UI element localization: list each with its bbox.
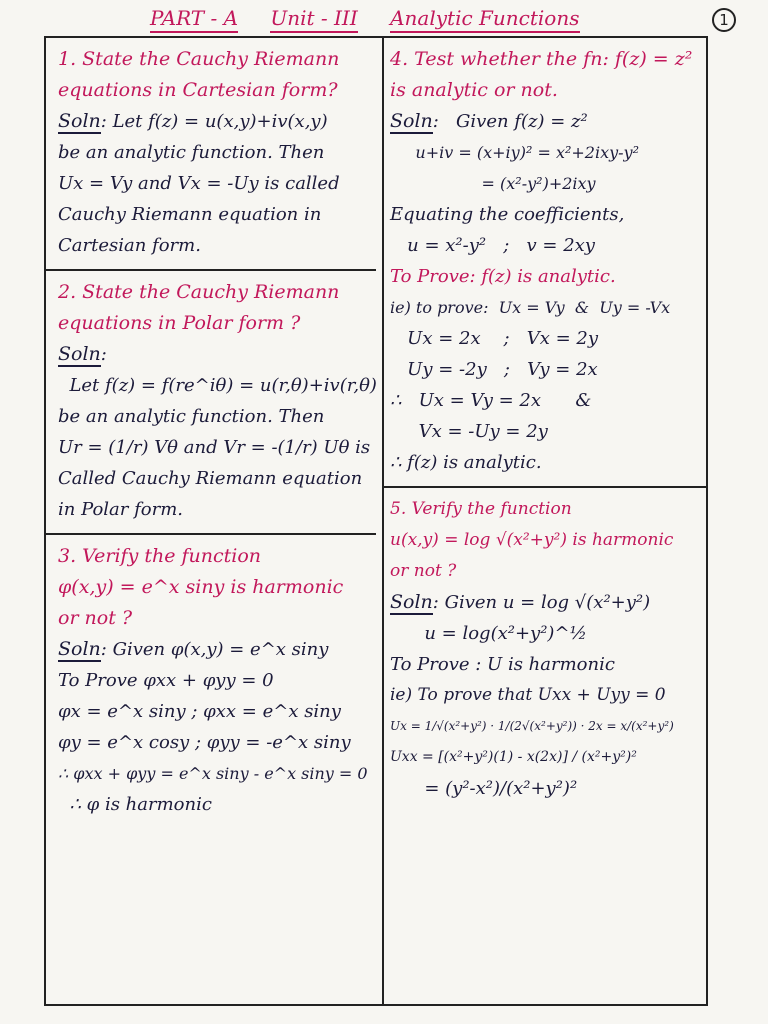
unit-label: Unit - III — [270, 6, 357, 33]
answer-4-line-8: Uy = -2y ; Vy = 2x — [390, 359, 598, 380]
to-prove-heading: To Prove: f(z) is analytic. — [390, 266, 616, 287]
unit-title: Analytic Functions — [390, 6, 579, 33]
answer-4-line-11: ∴ f(z) is analytic. — [390, 452, 542, 473]
answer-4-line-1: Soln: Given f(z) = z² — [390, 110, 588, 132]
answer-3-line-6: ∴ φ is harmonic — [58, 794, 212, 815]
answer-1-line-5: Cartesian form. — [58, 235, 201, 256]
question-2: 2. State the Cauchy Riemann equations in Polar form ? — [58, 281, 340, 334]
soln-label: Soln — [58, 343, 101, 365]
answer-1-line-3: Ux = Vy and Vx = -Uy is called — [58, 173, 340, 194]
answer-3-line-3: φx = e^x siny ; φxx = e^x siny — [58, 701, 341, 722]
answer-2-line-6: in Polar form. — [58, 499, 183, 520]
answer-2-line-4: Ur = (1/r) Vθ and Vr = -(1/r) Uθ is — [58, 437, 371, 458]
page-header — [150, 6, 610, 36]
answer-5-line-1: Soln: Given u = log √(x²+y²) — [390, 591, 651, 613]
answer-3-line-2: To Prove φxx + φyy = 0 — [58, 670, 274, 691]
answer-4-line-10: Vx = -Uy = 2y — [390, 421, 548, 442]
answer-5-line-3: To Prove : U is harmonic — [390, 654, 615, 675]
question-5: 5. Verify the function u(x,y) = log √(x²+y²) is harmonic or not ? — [390, 499, 674, 581]
right-column — [390, 44, 700, 804]
question-3: 3. Verify the function φ(x,y) = e^x siny is harmonic or not ? — [58, 545, 344, 629]
answer-3-line-1: Soln: Given φ(x,y) = e^x siny — [58, 638, 329, 660]
answer-4-line-4: Equating the coefficients, — [390, 204, 625, 225]
answer-5-line-2: u = log(x²+y²)^½ — [390, 623, 587, 644]
left-column — [58, 44, 376, 820]
answer-4-line-9: ∴ Ux = Vy = 2x & — [390, 390, 592, 411]
answer-5-line-6: Uxx = [(x²+y²)(1) - x(2x)] / (x²+y²)² — [390, 749, 637, 765]
soln-label: Soln — [58, 110, 101, 132]
answer-4-line-2: u+iv = (x+iy)² = x²+2ixy-y² — [390, 143, 639, 162]
question-2-block — [44, 269, 376, 525]
soln-label: Soln — [390, 591, 433, 613]
answer-1-line-1: Soln: Let f(z) = u(x,y)+iv(x,y) — [58, 110, 328, 132]
soln-label: Soln — [390, 110, 433, 132]
answer-4-line-6: ie) to prove: Ux = Vy & Uy = -Vx — [390, 298, 671, 317]
answer-2-line-3: be an analytic function. Then — [58, 406, 325, 427]
answer-2-line-1: Soln: — [58, 343, 107, 365]
question-1: 1. State the Cauchy Riemann equations in Cartesian form? — [58, 48, 340, 101]
question-5-block — [384, 486, 706, 804]
answer-3-line-4: φy = e^x cosy ; φyy = -e^x siny — [58, 732, 351, 753]
question-3-block — [44, 533, 376, 820]
soln-label: Soln — [58, 638, 101, 660]
answer-5-line-7: = (y²-x²)/(x²+y²)² — [390, 778, 578, 799]
part-label: PART - A — [150, 6, 238, 33]
answer-4-line-5: u = x²-y² ; v = 2xy — [390, 235, 595, 256]
page-number: 1 — [712, 8, 736, 32]
answer-2-line-5: Called Cauchy Riemann equation — [58, 468, 363, 489]
answer-4-line-7: Ux = 2x ; Vx = 2y — [390, 328, 599, 349]
answer-5-line-4: ie) To prove that Uxx + Uyy = 0 — [390, 685, 666, 705]
answer-3-line-5: ∴ φxx + φyy = e^x siny - e^x siny = 0 — [58, 764, 368, 783]
answer-4-line-3: = (x²-y²)+2ixy — [390, 174, 596, 193]
question-4: 4. Test whether the fn: f(z) = z² is analytic or not. — [390, 48, 693, 101]
answer-1-line-4: Cauchy Riemann equation in — [58, 204, 322, 225]
answer-2-line-2: Let f(z) = f(re^iθ) = u(r,θ)+iv(r,θ) — [58, 375, 377, 396]
answer-5-line-5: Ux = 1/√(x²+y²) · 1/(2√(x²+y²)) · 2x = x/(x²+y²) — [390, 719, 674, 733]
answer-1-line-2: be an analytic function. Then — [58, 142, 325, 163]
